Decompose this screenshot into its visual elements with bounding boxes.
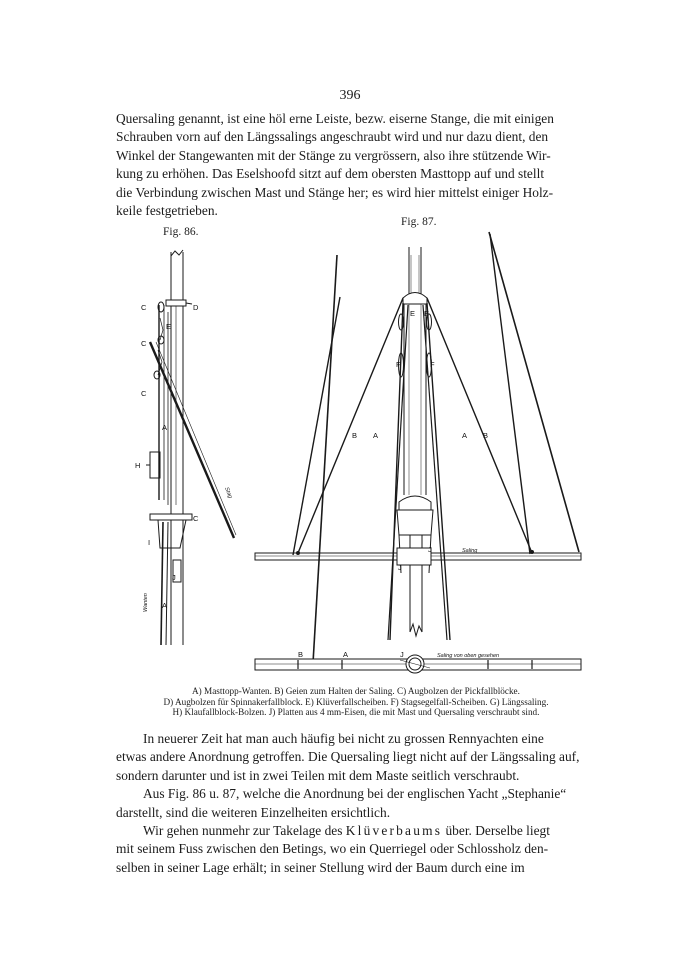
fig87-letter-f-right: F: [430, 360, 435, 369]
text-line: selben in seiner Lage erhält; in seiner Stellung wird der Baum durch eine im: [116, 859, 525, 875]
fig87-plan-letter-b: B: [298, 650, 304, 659]
fig86-letter-d: D: [193, 303, 199, 312]
fig87-letter-e-right: E: [424, 309, 430, 318]
caption-line: A) Masttopp-Wanten. B) Geien zum Halten der Saling. C) Augbolzen der Pickfallblöcke.: [192, 686, 520, 696]
text-line: keile festgetrieben.: [116, 203, 218, 219]
text-run: über. Derselbe liegt: [442, 823, 550, 839]
text-line: sondern darunter und ist in zwei Teilen mit dem Maste seitlich verschraubt.: [116, 767, 520, 783]
fig87-letter-a-left: A: [373, 431, 379, 440]
text-line: Quersaling genannt, ist eine höl erne Leiste, bezw. eiserne Stange, die mit einigen: [116, 111, 554, 126]
fig87-mast-front-view: [255, 232, 581, 673]
text-line: Aus Fig. 86 u. 87, welche die Anordnung bei der englischen Yacht „Stephanie“: [143, 786, 567, 802]
text-line: Winkel der Stangewanten mit der Stänge zu vergrössern, also ihre stützende Wir-: [116, 147, 551, 163]
fig86-letter-i: I: [148, 538, 151, 547]
fig87-plan-letter-a: A: [343, 650, 349, 659]
fig87-letter-b-right: B: [483, 431, 489, 440]
paragraph-bottom: [116, 730, 596, 877]
text-line: kung zu erhöhen. Das Eselshoofd sitzt auf dem obersten Masttopp auf und stellt: [116, 166, 545, 182]
fig87-letter-b-left: B: [352, 431, 358, 440]
fig86-letter-c-4: C: [193, 514, 199, 523]
fig87-letter-e-left: E: [410, 309, 416, 318]
caption-line: H) Klaufallblock-Bolzen. J) Platten aus 4 mm-Eisen, die mit Mast und Quersaling verschraubt sind.: [172, 707, 540, 718]
text-line: [116, 822, 596, 840]
fig87-label-saling: Saling: [462, 548, 478, 554]
fig86-label-wanten: Wanten: [143, 593, 149, 612]
fig86-mast-side-view: [146, 250, 236, 645]
fig86-letter-e: E: [166, 322, 172, 331]
fig87-plan-letter-j: J: [400, 650, 404, 659]
fig87-label-saling-von-oben: Saling von oben gesehen: [437, 653, 500, 659]
caption-line: D) Augbolzen für Spinnakerfallblock. E) Klüverfallscheiben. F) Stagsegelfall-Scheiben. G) Längssaling.: [163, 696, 549, 707]
fig86-letter-a: A: [162, 423, 168, 432]
text-line: die Verbindung zwischen Mast und Stänge her; es wird hier mittelst einiger Holz-: [116, 184, 554, 200]
fig87-label: Fig. 87.: [401, 216, 437, 228]
fig87-letter-a-right: A: [462, 431, 468, 440]
fig86-letter-c-3: C: [141, 389, 147, 398]
term-kluverbaums: Klüverbaums: [345, 823, 443, 839]
text-line: In neuerer Zeit hat man auch häufig bei nicht zu grossen Rennyachten eine: [143, 731, 544, 746]
fig86-letter-j: J: [172, 573, 176, 582]
fig86-letter-c: C: [141, 303, 147, 312]
fig87-letter-f-left: F: [396, 360, 401, 369]
text-line: darstellt, sind die weiteren Einzelheiten ersichtlich.: [116, 804, 391, 820]
fig86-letter-h: H: [135, 461, 141, 470]
fig86-label: Fig. 86.: [163, 226, 199, 238]
fig87-letter-j-upper: J: [428, 545, 432, 554]
text-run: Wir gehen nunmehr zur Takelage des: [143, 823, 346, 839]
page-number: 396: [339, 88, 361, 103]
fig86-letter-a-2: A: [162, 601, 168, 610]
text-line: Schrauben vorn auf den Längssalings angeschraubt wird und nur dazu dient, den: [116, 129, 549, 145]
fig86-label-stag: Stag: [223, 486, 233, 500]
text-line: etwas andere Anordnung getroffen. Die Quersaling liegt nicht auf der Längssaling auf,: [116, 749, 580, 765]
figure-caption: [118, 686, 594, 718]
text-line: mit seinem Fuss zwischen den Betings, wo ein Querriegel oder Schlossholz den-: [116, 841, 549, 857]
fig87-letter-j-lower: J: [398, 563, 402, 572]
fig86-letter-c-2: C: [141, 339, 147, 348]
